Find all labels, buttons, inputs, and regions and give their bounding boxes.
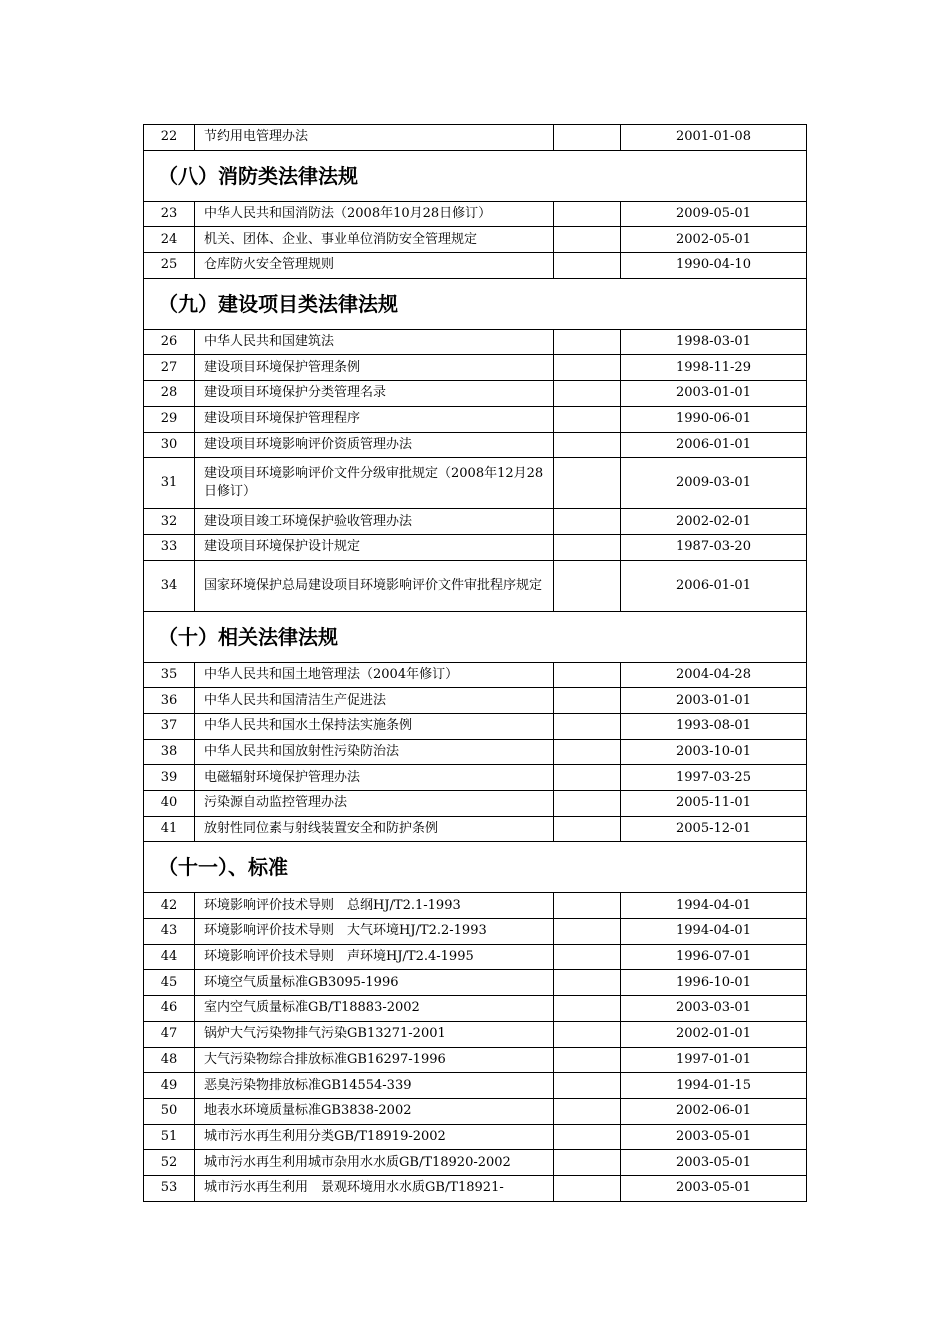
row-number: 34: [144, 560, 195, 611]
table-row: [144, 713, 807, 739]
table-row: [144, 509, 807, 535]
row-blank-cell: [554, 458, 621, 509]
effective-date: 2004-04-28: [621, 662, 807, 688]
row-number: 28: [144, 381, 195, 407]
table-row: [144, 893, 807, 919]
table-row: [144, 996, 807, 1022]
effective-date: 1994-04-01: [621, 893, 807, 919]
row-number: 37: [144, 713, 195, 739]
regulation-name: 中华人民共和国水土保持法实施条例: [195, 713, 554, 739]
table-row: [144, 970, 807, 996]
regulation-name: 建设项目环境保护管理程序: [195, 406, 554, 432]
row-number: 33: [144, 534, 195, 560]
table-row: [144, 1175, 807, 1201]
section-header-row: [144, 842, 807, 893]
section-title: （十）相关法律法规: [144, 611, 807, 662]
row-number: 36: [144, 688, 195, 714]
effective-date: 2005-11-01: [621, 791, 807, 817]
effective-date: 1998-11-29: [621, 355, 807, 381]
table-row: [144, 560, 807, 611]
regulation-name: 中华人民共和国消防法（2008年10月28日修订）: [195, 201, 554, 227]
row-number: 51: [144, 1124, 195, 1150]
row-number: 47: [144, 1021, 195, 1047]
regulation-name: 建设项目竣工环境保护验收管理办法: [195, 509, 554, 535]
row-blank-cell: [554, 791, 621, 817]
row-number: 44: [144, 944, 195, 970]
regulation-name: 建设项目环境影响评价文件分级审批规定（2008年12月28日修订）: [195, 458, 554, 509]
row-blank-cell: [554, 509, 621, 535]
table-row: [144, 227, 807, 253]
row-number: 23: [144, 201, 195, 227]
regulation-name: 中华人民共和国清洁生产促进法: [195, 688, 554, 714]
effective-date: 2003-05-01: [621, 1175, 807, 1201]
effective-date: 1997-03-25: [621, 765, 807, 791]
row-blank-cell: [554, 381, 621, 407]
row-number: 26: [144, 329, 195, 355]
table-row: [144, 125, 807, 151]
row-blank-cell: [554, 1047, 621, 1073]
row-blank-cell: [554, 125, 621, 151]
table-row: [144, 329, 807, 355]
row-number: 29: [144, 406, 195, 432]
section-title: （九）建设项目类法律法规: [144, 278, 807, 329]
row-blank-cell: [554, 201, 621, 227]
regulation-name: 环境影响评价技术导则 声环境HJ/T2.4-1995: [195, 944, 554, 970]
row-number: 46: [144, 996, 195, 1022]
row-blank-cell: [554, 739, 621, 765]
effective-date: 2003-10-01: [621, 739, 807, 765]
table-row: [144, 1124, 807, 1150]
effective-date: 1987-03-20: [621, 534, 807, 560]
row-number: 43: [144, 919, 195, 945]
row-number: 49: [144, 1073, 195, 1099]
row-blank-cell: [554, 227, 621, 253]
table-row: [144, 791, 807, 817]
table-row: [144, 458, 807, 509]
row-blank-cell: [554, 713, 621, 739]
row-number: 50: [144, 1098, 195, 1124]
table-row: [144, 406, 807, 432]
row-blank-cell: [554, 1021, 621, 1047]
effective-date: 2005-12-01: [621, 816, 807, 842]
regulation-name: 城市污水再生利用分类GB/T18919-2002: [195, 1124, 554, 1150]
row-blank-cell: [554, 432, 621, 458]
regulation-name: 放射性同位素与射线装置安全和防护条例: [195, 816, 554, 842]
row-number: 38: [144, 739, 195, 765]
row-blank-cell: [554, 253, 621, 279]
regulation-name: 城市污水再生利用 景观环境用水水质GB/T18921-: [195, 1175, 554, 1201]
row-number: 42: [144, 893, 195, 919]
regulation-name: 锅炉大气污染物排气污染GB13271-2001: [195, 1021, 554, 1047]
effective-date: 2002-02-01: [621, 509, 807, 535]
table-row: [144, 816, 807, 842]
row-number: 22: [144, 125, 195, 151]
row-number: 27: [144, 355, 195, 381]
section-header-row: [144, 150, 807, 201]
effective-date: 1993-08-01: [621, 713, 807, 739]
table-row: [144, 534, 807, 560]
row-number: 31: [144, 458, 195, 509]
table-row: [144, 944, 807, 970]
row-blank-cell: [554, 944, 621, 970]
row-number: 48: [144, 1047, 195, 1073]
effective-date: 1994-01-15: [621, 1073, 807, 1099]
row-number: 39: [144, 765, 195, 791]
table-row: [144, 201, 807, 227]
effective-date: 1990-06-01: [621, 406, 807, 432]
regulation-name: 城市污水再生利用城市杂用水水质GB/T18920-2002: [195, 1150, 554, 1176]
regulation-name: 建设项目环境保护设计规定: [195, 534, 554, 560]
table-row: [144, 1150, 807, 1176]
regulation-name: 室内空气质量标准GB/T18883-2002: [195, 996, 554, 1022]
table-row: [144, 1021, 807, 1047]
row-number: 24: [144, 227, 195, 253]
row-blank-cell: [554, 406, 621, 432]
effective-date: 2003-03-01: [621, 996, 807, 1022]
effective-date: 2006-01-01: [621, 432, 807, 458]
table-row: [144, 688, 807, 714]
section-header-row: [144, 611, 807, 662]
effective-date: 2003-05-01: [621, 1150, 807, 1176]
regulation-name: 仓库防火安全管理规则: [195, 253, 554, 279]
effective-date: 2001-01-08: [621, 125, 807, 151]
regulation-name: 中华人民共和国放射性污染防治法: [195, 739, 554, 765]
table-row: [144, 919, 807, 945]
row-number: 35: [144, 662, 195, 688]
regulation-name: 中华人民共和国土地管理法（2004年修订）: [195, 662, 554, 688]
regulation-name: 中华人民共和国建筑法: [195, 329, 554, 355]
row-blank-cell: [554, 662, 621, 688]
row-blank-cell: [554, 688, 621, 714]
row-number: 25: [144, 253, 195, 279]
effective-date: 2009-03-01: [621, 458, 807, 509]
effective-date: 2003-05-01: [621, 1124, 807, 1150]
regulation-name: 环境影响评价技术导则 总纲HJ/T2.1-1993: [195, 893, 554, 919]
row-blank-cell: [554, 355, 621, 381]
regulation-name: 建设项目环境保护管理条例: [195, 355, 554, 381]
effective-date: 1996-07-01: [621, 944, 807, 970]
row-number: 45: [144, 970, 195, 996]
section-title: （十一）、标准: [144, 842, 807, 893]
row-number: 41: [144, 816, 195, 842]
effective-date: 2002-06-01: [621, 1098, 807, 1124]
regulation-name: 电磁辐射环境保护管理办法: [195, 765, 554, 791]
row-blank-cell: [554, 560, 621, 611]
regulation-name: 环境影响评价技术导则 大气环境HJ/T2.2-1993: [195, 919, 554, 945]
row-blank-cell: [554, 893, 621, 919]
row-blank-cell: [554, 1073, 621, 1099]
row-blank-cell: [554, 765, 621, 791]
row-number: 52: [144, 1150, 195, 1176]
row-blank-cell: [554, 1098, 621, 1124]
regulation-name: 恶臭污染物排放标准GB14554-339: [195, 1073, 554, 1099]
effective-date: 1990-04-10: [621, 253, 807, 279]
row-number: 53: [144, 1175, 195, 1201]
table-row: [144, 381, 807, 407]
regulation-name: 机关、团体、企业、事业单位消防安全管理规定: [195, 227, 554, 253]
regulation-name: 大气污染物综合排放标准GB16297-1996: [195, 1047, 554, 1073]
table-row: [144, 1098, 807, 1124]
regulation-name: 建设项目环境保护分类管理名录: [195, 381, 554, 407]
table-row: [144, 355, 807, 381]
table-row: [144, 765, 807, 791]
row-blank-cell: [554, 1124, 621, 1150]
table-row: [144, 739, 807, 765]
effective-date: 1998-03-01: [621, 329, 807, 355]
table-row: [144, 253, 807, 279]
row-blank-cell: [554, 816, 621, 842]
row-blank-cell: [554, 329, 621, 355]
effective-date: 2003-01-01: [621, 688, 807, 714]
regulation-name: 国家环境保护总局建设项目环境影响评价文件审批程序规定: [195, 560, 554, 611]
regulation-name: 地表水环境质量标准GB3838-2002: [195, 1098, 554, 1124]
row-blank-cell: [554, 1150, 621, 1176]
row-blank-cell: [554, 970, 621, 996]
row-number: 40: [144, 791, 195, 817]
effective-date: 1996-10-01: [621, 970, 807, 996]
table-row: [144, 1073, 807, 1099]
table-row: [144, 432, 807, 458]
effective-date: 2002-05-01: [621, 227, 807, 253]
effective-date: 2006-01-01: [621, 560, 807, 611]
regulation-name: 污染源自动监控管理办法: [195, 791, 554, 817]
effective-date: 1997-01-01: [621, 1047, 807, 1073]
table-row: [144, 1047, 807, 1073]
table-row: [144, 662, 807, 688]
regulations-table: [143, 124, 807, 1202]
row-number: 32: [144, 509, 195, 535]
effective-date: 2002-01-01: [621, 1021, 807, 1047]
regulation-name: 节约用电管理办法: [195, 125, 554, 151]
effective-date: 2009-05-01: [621, 201, 807, 227]
regulations-table-body: [144, 125, 807, 1202]
regulation-name: 环境空气质量标准GB3095-1996: [195, 970, 554, 996]
regulation-name: 建设项目环境影响评价资质管理办法: [195, 432, 554, 458]
section-title: （八）消防类法律法规: [144, 150, 807, 201]
section-header-row: [144, 278, 807, 329]
row-blank-cell: [554, 1175, 621, 1201]
row-blank-cell: [554, 919, 621, 945]
row-blank-cell: [554, 996, 621, 1022]
row-number: 30: [144, 432, 195, 458]
effective-date: 2003-01-01: [621, 381, 807, 407]
effective-date: 1994-04-01: [621, 919, 807, 945]
row-blank-cell: [554, 534, 621, 560]
